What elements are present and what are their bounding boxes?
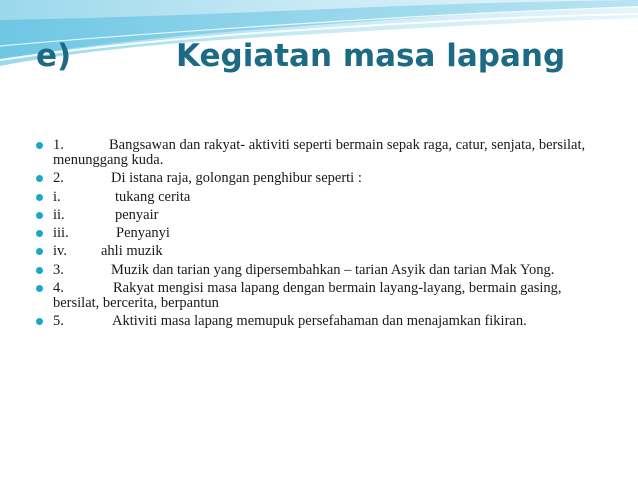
item-number: 1. xyxy=(53,137,64,153)
bullet-item xyxy=(34,226,609,241)
bullet-item xyxy=(34,263,609,278)
title-text: Kegiatan masa lapang xyxy=(176,38,566,74)
bullet-dot-icon xyxy=(36,212,43,219)
slide-title xyxy=(36,38,616,88)
item-number: 4. xyxy=(53,280,64,297)
item-text: Muzik dan tarian yang dipersembahkan – tarian Asyik dan tarian Mak Yong. xyxy=(111,261,555,278)
bullet-item xyxy=(34,138,609,168)
bullet-dot-icon xyxy=(36,142,43,149)
bullet-dot-icon xyxy=(36,230,43,237)
item-text: penyair xyxy=(115,206,159,223)
bullet-dot-icon xyxy=(36,175,43,182)
bullet-item xyxy=(34,171,609,186)
item-text: ahli muzik xyxy=(101,243,163,260)
bullet-item xyxy=(34,314,609,329)
item-number: ii. xyxy=(53,206,65,223)
bullet-dot-icon xyxy=(36,318,43,325)
bullet-dot-icon xyxy=(36,267,43,274)
item-text: Di istana raja, golongan penghibur seperti : xyxy=(111,170,362,187)
item-number: 5. xyxy=(53,313,64,330)
item-number: 2. xyxy=(53,170,64,187)
item-number: i. xyxy=(53,188,61,205)
item-text: tukang cerita xyxy=(115,188,191,205)
bullet-item xyxy=(34,244,609,259)
bullet-list xyxy=(34,138,609,333)
bullet-item xyxy=(34,208,609,223)
bullet-item xyxy=(34,281,609,311)
item-text: Bangsawan dan rakyat- aktiviti seperti bermain sepak raga, catur, senjata, bersilat, menunggang kuda. xyxy=(53,137,586,168)
item-number: iii. xyxy=(53,225,69,242)
bullet-dot-icon xyxy=(36,194,43,201)
bullet-dot-icon xyxy=(36,248,43,255)
item-number: 3. xyxy=(53,261,64,278)
item-text: Rakyat mengisi masa lapang dengan bermain layang-layang, bermain gasing, bersilat, bercerita, berpantun xyxy=(53,280,562,312)
bullet-dot-icon xyxy=(36,285,43,292)
item-number: iv. xyxy=(53,243,67,260)
item-text: Penyanyi xyxy=(116,225,170,242)
bullet-item xyxy=(34,190,609,205)
section-number: e) xyxy=(36,38,72,74)
item-text: Aktiviti masa lapang memupuk persefahaman dan menajamkan fikiran. xyxy=(112,313,527,330)
